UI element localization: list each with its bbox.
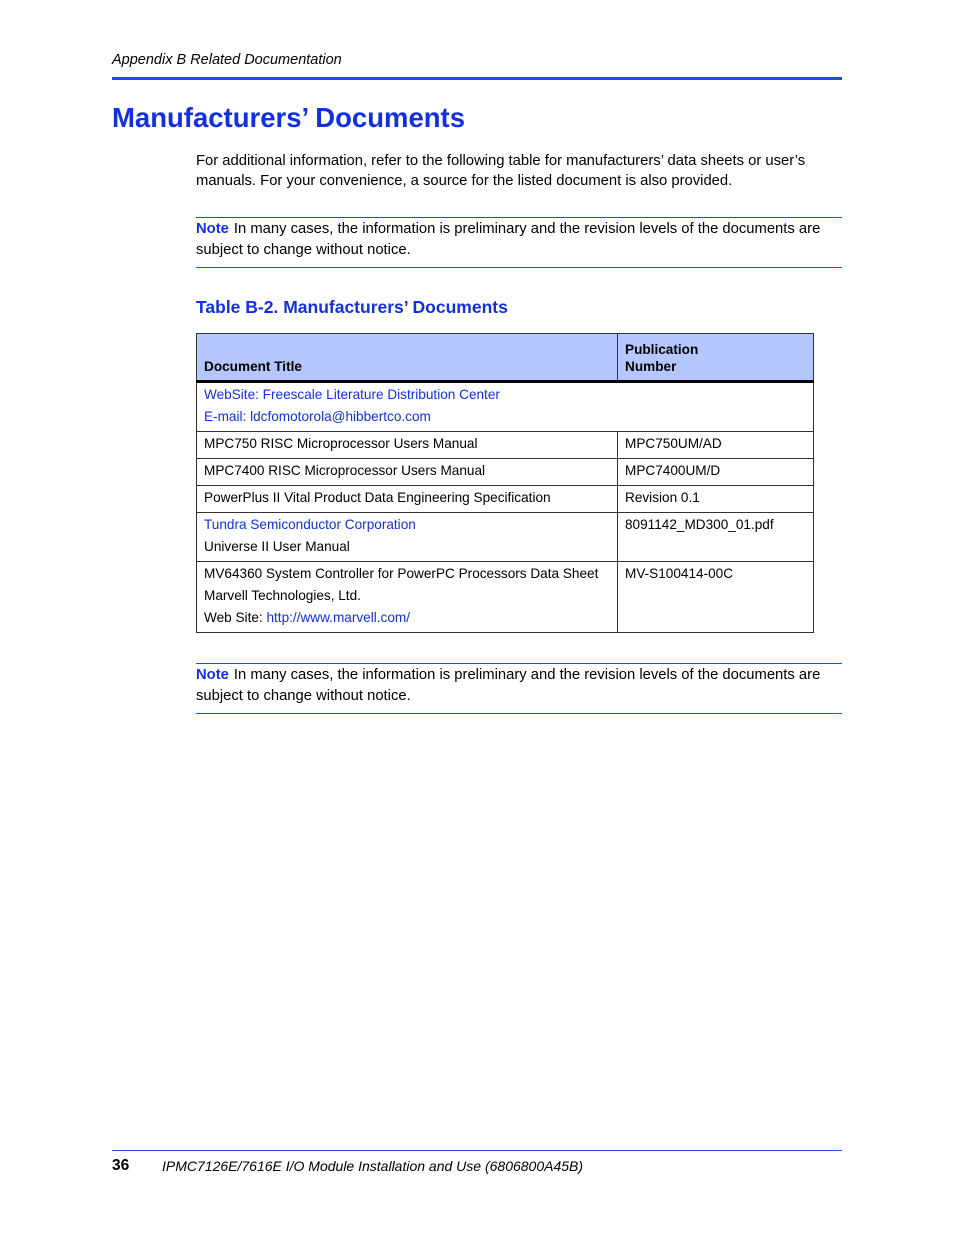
freescale-website-link[interactable]: WebSite: Freescale Literature Distribution Center <box>204 387 500 402</box>
note-text: In many cases, the information is preliminary and the revision levels of the documents are subject to change without notice. <box>196 667 821 704</box>
page-title: Manufacturers’ Documents <box>112 102 466 133</box>
freescale-source-cell <box>197 382 814 432</box>
document-title-cell: MPC750 RISC Microprocessor Users Manual <box>197 432 618 459</box>
intro-paragraph: For additional information, refer to the following table for manufacturers’ data sheets or user’s manuals. For your convenience, a source for the listed document is also provided. <box>196 153 806 189</box>
marvell-company: Marvell Technologies, Ltd. <box>204 588 361 603</box>
table-row <box>197 459 814 486</box>
document-title-cell: MPC7400 RISC Microprocessor Users Manual <box>197 459 618 486</box>
marvell-website-line <box>204 607 610 629</box>
table-row-freescale-source <box>197 382 814 432</box>
table-row <box>197 486 814 513</box>
tundra-source-link[interactable]: Tundra Semiconductor Corporation <box>204 517 416 532</box>
publication-number-cell: MPC750UM/AD <box>618 432 814 459</box>
table-row <box>197 432 814 459</box>
header-pub-line1: Publication <box>625 342 699 357</box>
header-document-title: Document Title <box>197 334 618 382</box>
note-label: Note <box>196 667 229 683</box>
table-row-tundra <box>197 513 814 562</box>
note-text: In many cases, the information is preliminary and the revision levels of the documents are subject to change without notice. <box>196 221 821 258</box>
marvell-document-title: MV64360 System Controller for PowerPC Processors Data Sheet <box>204 566 599 581</box>
header-pub-line2: Number <box>625 359 677 374</box>
note-box-1 <box>196 217 842 268</box>
marvell-website-label: Web Site: <box>204 610 267 625</box>
note-box-2 <box>196 663 842 714</box>
freescale-email-link[interactable]: E-mail: ldcfomotorola@hibbertco.com <box>204 409 431 424</box>
note-label: Note <box>196 221 229 237</box>
document-title-cell: PowerPlus II Vital Product Data Engineering Specification <box>197 486 618 513</box>
table-caption: Table B-2. Manufacturers’ Documents <box>196 297 508 317</box>
marvell-title-cell <box>197 562 618 633</box>
publication-number-cell: Revision 0.1 <box>618 486 814 513</box>
table-row-marvell <box>197 562 814 633</box>
tundra-document-title: Universe II User Manual <box>204 539 350 554</box>
publication-number-cell: MV-S100414-00C <box>618 562 814 633</box>
footer-document-title: IPMC7126E/7616E I/O Module Installation and Use (6806800A45B) <box>162 1158 584 1174</box>
publication-number-cell: MPC7400UM/D <box>618 459 814 486</box>
header-rule <box>112 77 842 80</box>
tundra-title-cell <box>197 513 618 562</box>
page-number: 36 <box>112 1157 130 1174</box>
marvell-website-link[interactable]: http://www.marvell.com/ <box>266 610 410 625</box>
publication-number-cell: 8091142_MD300_01.pdf <box>618 513 814 562</box>
running-head: Appendix B Related Documentation <box>112 52 342 68</box>
footer-rule <box>112 1150 842 1151</box>
table-header-row <box>197 334 814 382</box>
header-publication-number <box>618 334 814 382</box>
manufacturers-documents-table <box>196 333 814 633</box>
